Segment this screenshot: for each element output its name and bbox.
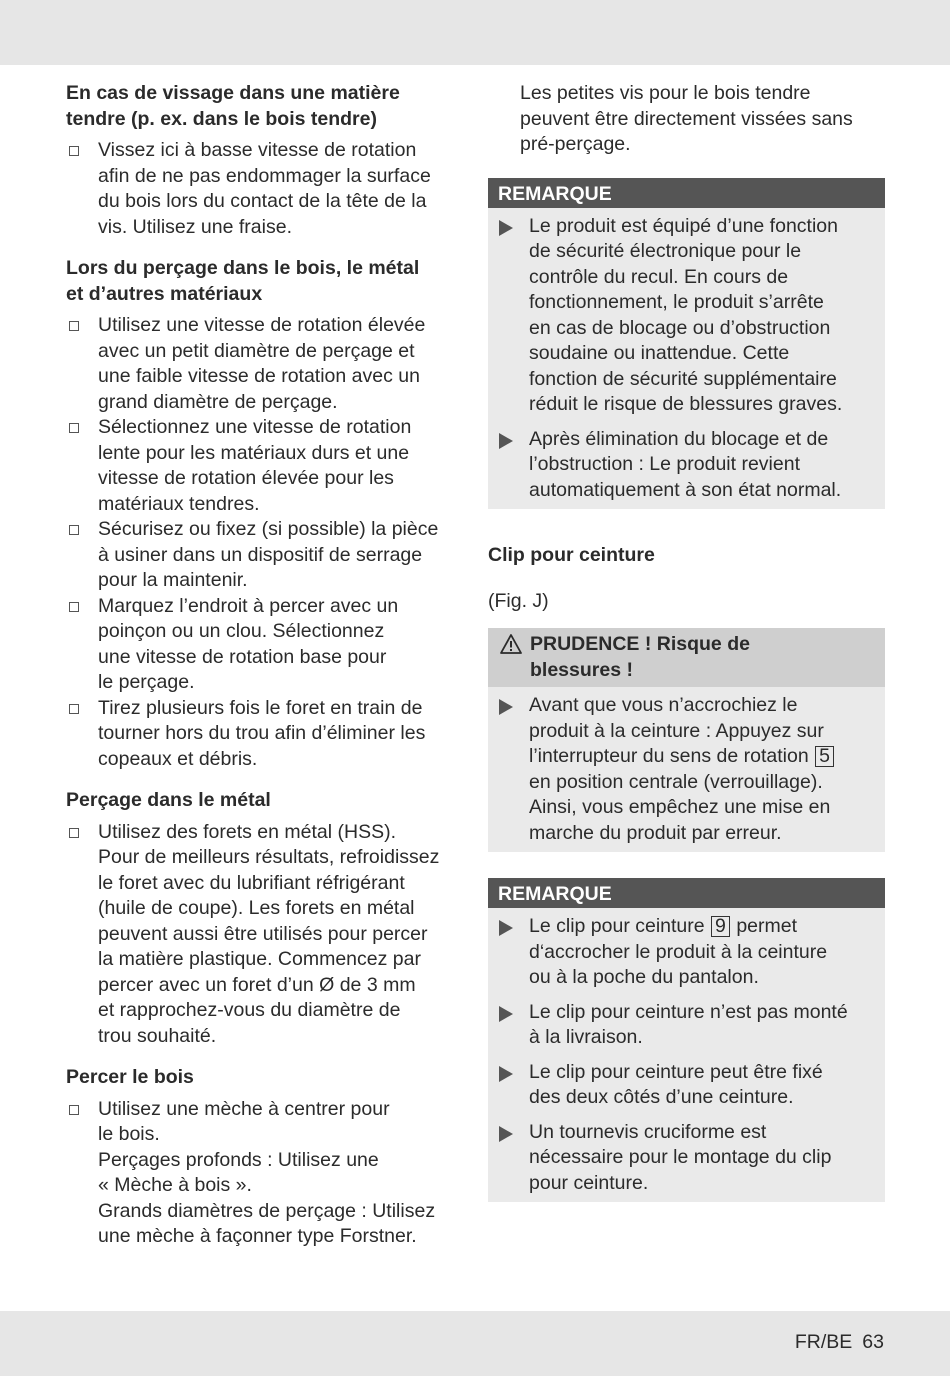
text-line: Ainsi, vous empêchez une mise en [529,796,831,818]
list-item [66,415,466,517]
list-item [66,517,466,594]
text-line: ou à la poche du pantalon. [529,966,759,988]
list-item [66,1097,466,1250]
triangle-bullet-icon [499,1006,513,1022]
section-heading [66,256,466,307]
triangle-bullet-icon [499,1126,513,1142]
note-title: REMARQUE [488,178,885,208]
text-line: Les petites vis pour le bois tendre [520,82,811,104]
intro-paragraph [488,81,885,158]
text-line: (huile de coupe). Les forets en métal [98,897,415,919]
text-line: contrôle du recul. En cours de [529,265,789,288]
text-line: et rapprochez-vous du diamètre de [98,999,401,1021]
text-line: Utilisez une mèche à centrer pour [98,1097,390,1120]
text-line: Utilisez une vitesse de rotation élevée [98,314,426,336]
caution-item [488,693,877,846]
triangle-bullet-icon [499,220,513,236]
list-item [66,594,466,696]
text-line: Perçage dans le métal [66,789,271,811]
text-line: Marquez l’endroit à percer avec un [98,594,399,617]
text-line: la matière plastique. Commencez par [98,948,421,970]
text-line: produit à la ceinture : Appuyez sur [529,719,824,742]
text-line: Le produit est équipé d’une fonction [529,214,838,237]
list-item [66,138,466,240]
note-list [488,208,885,510]
note-title: REMARQUE [488,878,885,908]
text-line: Sécurisez ou fixez (si possible) la pièce [98,518,439,540]
text-line: peuvent être directement vissées sans [520,107,853,130]
square-bullet-icon [69,423,79,433]
text-line: pour la maintenir. [98,569,248,591]
text-line: Tirez plusieurs fois le foret en train de [98,696,423,719]
text-line: le foret avec du lubrifiant réfrigérant [98,871,405,894]
text-line: Pour de meilleurs résultats, refroidissez [98,846,440,868]
bullet-list [66,313,466,772]
reference-number-badge: 5 [815,746,834,767]
triangle-bullet-icon [499,699,513,715]
text-line: matériaux tendres. [98,492,260,515]
text-line: En cas de vissage dans une matière [66,82,400,104]
text-line: le perçage. [98,671,195,693]
section-heading [66,1065,466,1091]
square-bullet-icon [69,146,79,156]
text-line: grand diamètre de perçage. [98,390,338,413]
text-line: le bois. [98,1123,160,1145]
left-column [66,81,466,1266]
text-line: de sécurité électronique pour le [529,240,802,262]
text-line: en cas de blocage ou d’obstruction [529,316,831,339]
text-line: poinçon ou un clou. Sélectionnez [98,620,385,642]
bullet-list [66,138,466,240]
text-line: marche du produit par erreur. [529,821,782,844]
text-line: des deux côtés d’une ceinture. [529,1086,794,1108]
text-line: fonction de sécurité supplémentaire [529,367,837,390]
text-line: une vitesse de rotation base pour [98,645,387,668]
text-line: à la livraison. [529,1026,643,1048]
note-item [488,1000,877,1051]
text-line: Avant que vous n’accrochiez le [529,694,798,716]
text-line: en position centrale (verrouillage). [529,770,823,793]
note-box-1 [488,178,885,510]
section-heading [66,81,466,132]
reference-number-badge: 9 [711,916,730,937]
language-code: FR/BE [794,1331,853,1353]
note-item [488,1120,877,1197]
text-line: Le clip pour ceinture peut être fixé [529,1060,823,1083]
note-list [488,908,885,1202]
text-line: Vissez ici à basse vitesse de rotation [98,139,417,161]
caution-title-line: blessures ! [530,658,633,681]
text-line: trou souhaité. [98,1024,217,1047]
square-bullet-icon [69,525,79,535]
note-item [488,427,877,504]
triangle-bullet-icon [499,1066,513,1082]
text-line: fonctionnement, le produit s’arrête [529,291,824,313]
square-bullet-icon [69,321,79,331]
page-number: 63 [862,1331,884,1353]
caution-box [488,628,885,852]
text-line: Sélectionnez une vitesse de rotation [98,416,412,438]
text-line: soudaine ou inattendue. Cette [529,342,790,364]
text-line [529,914,877,940]
section-heading-clip: Clip pour ceinture [488,544,655,566]
text-line: réduit le risque de blessures graves. [529,393,843,415]
top-band [0,0,950,65]
section-heading [66,788,466,814]
text-line: Utilisez des forets en métal (HSS). [98,820,397,843]
square-bullet-icon [69,602,79,612]
text-line: Après élimination du blocage et de [529,427,829,450]
text-fragment: l’interrupteur du sens de rotation [529,745,809,767]
text-line: Perçages profonds : Utilisez une [98,1148,379,1171]
list-item [66,696,466,773]
warning-icon [500,634,522,654]
text-line: copeaux et débris. [98,747,258,770]
note-item [488,1060,877,1111]
text-line: vis. Utilisez une fraise. [98,215,292,238]
figure-reference: (Fig. J) [488,589,549,612]
caution-title-line: PRUDENCE ! Risque de [530,633,750,655]
text-line: à usiner dans un dispositif de serrage [98,543,423,566]
text-line: Percer le bois [66,1066,194,1088]
text-line: nécessaire pour le montage du clip [529,1146,832,1168]
footer-band [0,1311,950,1376]
text-line: afin de ne pas endommager la surface [98,164,431,187]
text-line: automatiquement à son état normal. [529,478,842,501]
text-line: avec un petit diamètre de perçage et [98,339,415,362]
triangle-bullet-icon [499,920,513,936]
text-line: une faible vitesse de rotation avec un [98,365,420,387]
text-line: Lors du perçage dans le bois, le métal [66,257,420,279]
square-bullet-icon [69,828,79,838]
square-bullet-icon [69,1105,79,1115]
list-item [66,313,466,415]
text-line: « Mèche à bois ». [98,1174,252,1196]
text-line: une mèche à façonner type Forstner. [98,1225,417,1247]
text-line [529,744,877,770]
note-box-2 [488,878,885,1202]
text-line: pour ceinture. [529,1171,649,1194]
note-item [488,214,877,418]
right-column [488,81,885,1218]
text-line: l’obstruction : Le produit revient [529,453,800,475]
caution-list [488,687,885,852]
text-line: Grands diamètres de perçage : Utilisez [98,1199,436,1222]
list-item [66,820,466,1050]
triangle-bullet-icon [499,433,513,449]
text-line: tourner hors du trou afin d’éliminer les [98,722,426,744]
text-line: lente pour les matériaux durs et une [98,441,410,464]
text-line: et d’autres matériaux [66,282,263,305]
text-line: Le clip pour ceinture n’est pas monté [529,1000,848,1023]
text-fragment: permet [736,915,798,937]
text-line: tendre (p. ex. dans le bois tendre) [66,107,377,130]
bullet-list [66,1097,466,1250]
bullet-list [66,820,466,1050]
text-line: pré-perçage. [520,133,631,155]
caution-title [488,628,885,687]
text-fragment: Le clip pour ceinture [529,915,705,937]
note-item [488,914,877,991]
text-line: Un tournevis cruciforme est [529,1120,767,1143]
text-line: vitesse de rotation élevée pour les [98,467,394,489]
text-line: peuvent aussi être utilisés pour percer [98,922,428,945]
page-footer [795,1330,884,1356]
square-bullet-icon [69,704,79,714]
text-line: d‘accrocher le produit à la ceinture [529,940,828,963]
text-line: du bois lors du contact de la tête de la [98,190,427,212]
text-line: percer avec un foret d’un Ø de 3 mm [98,973,416,996]
